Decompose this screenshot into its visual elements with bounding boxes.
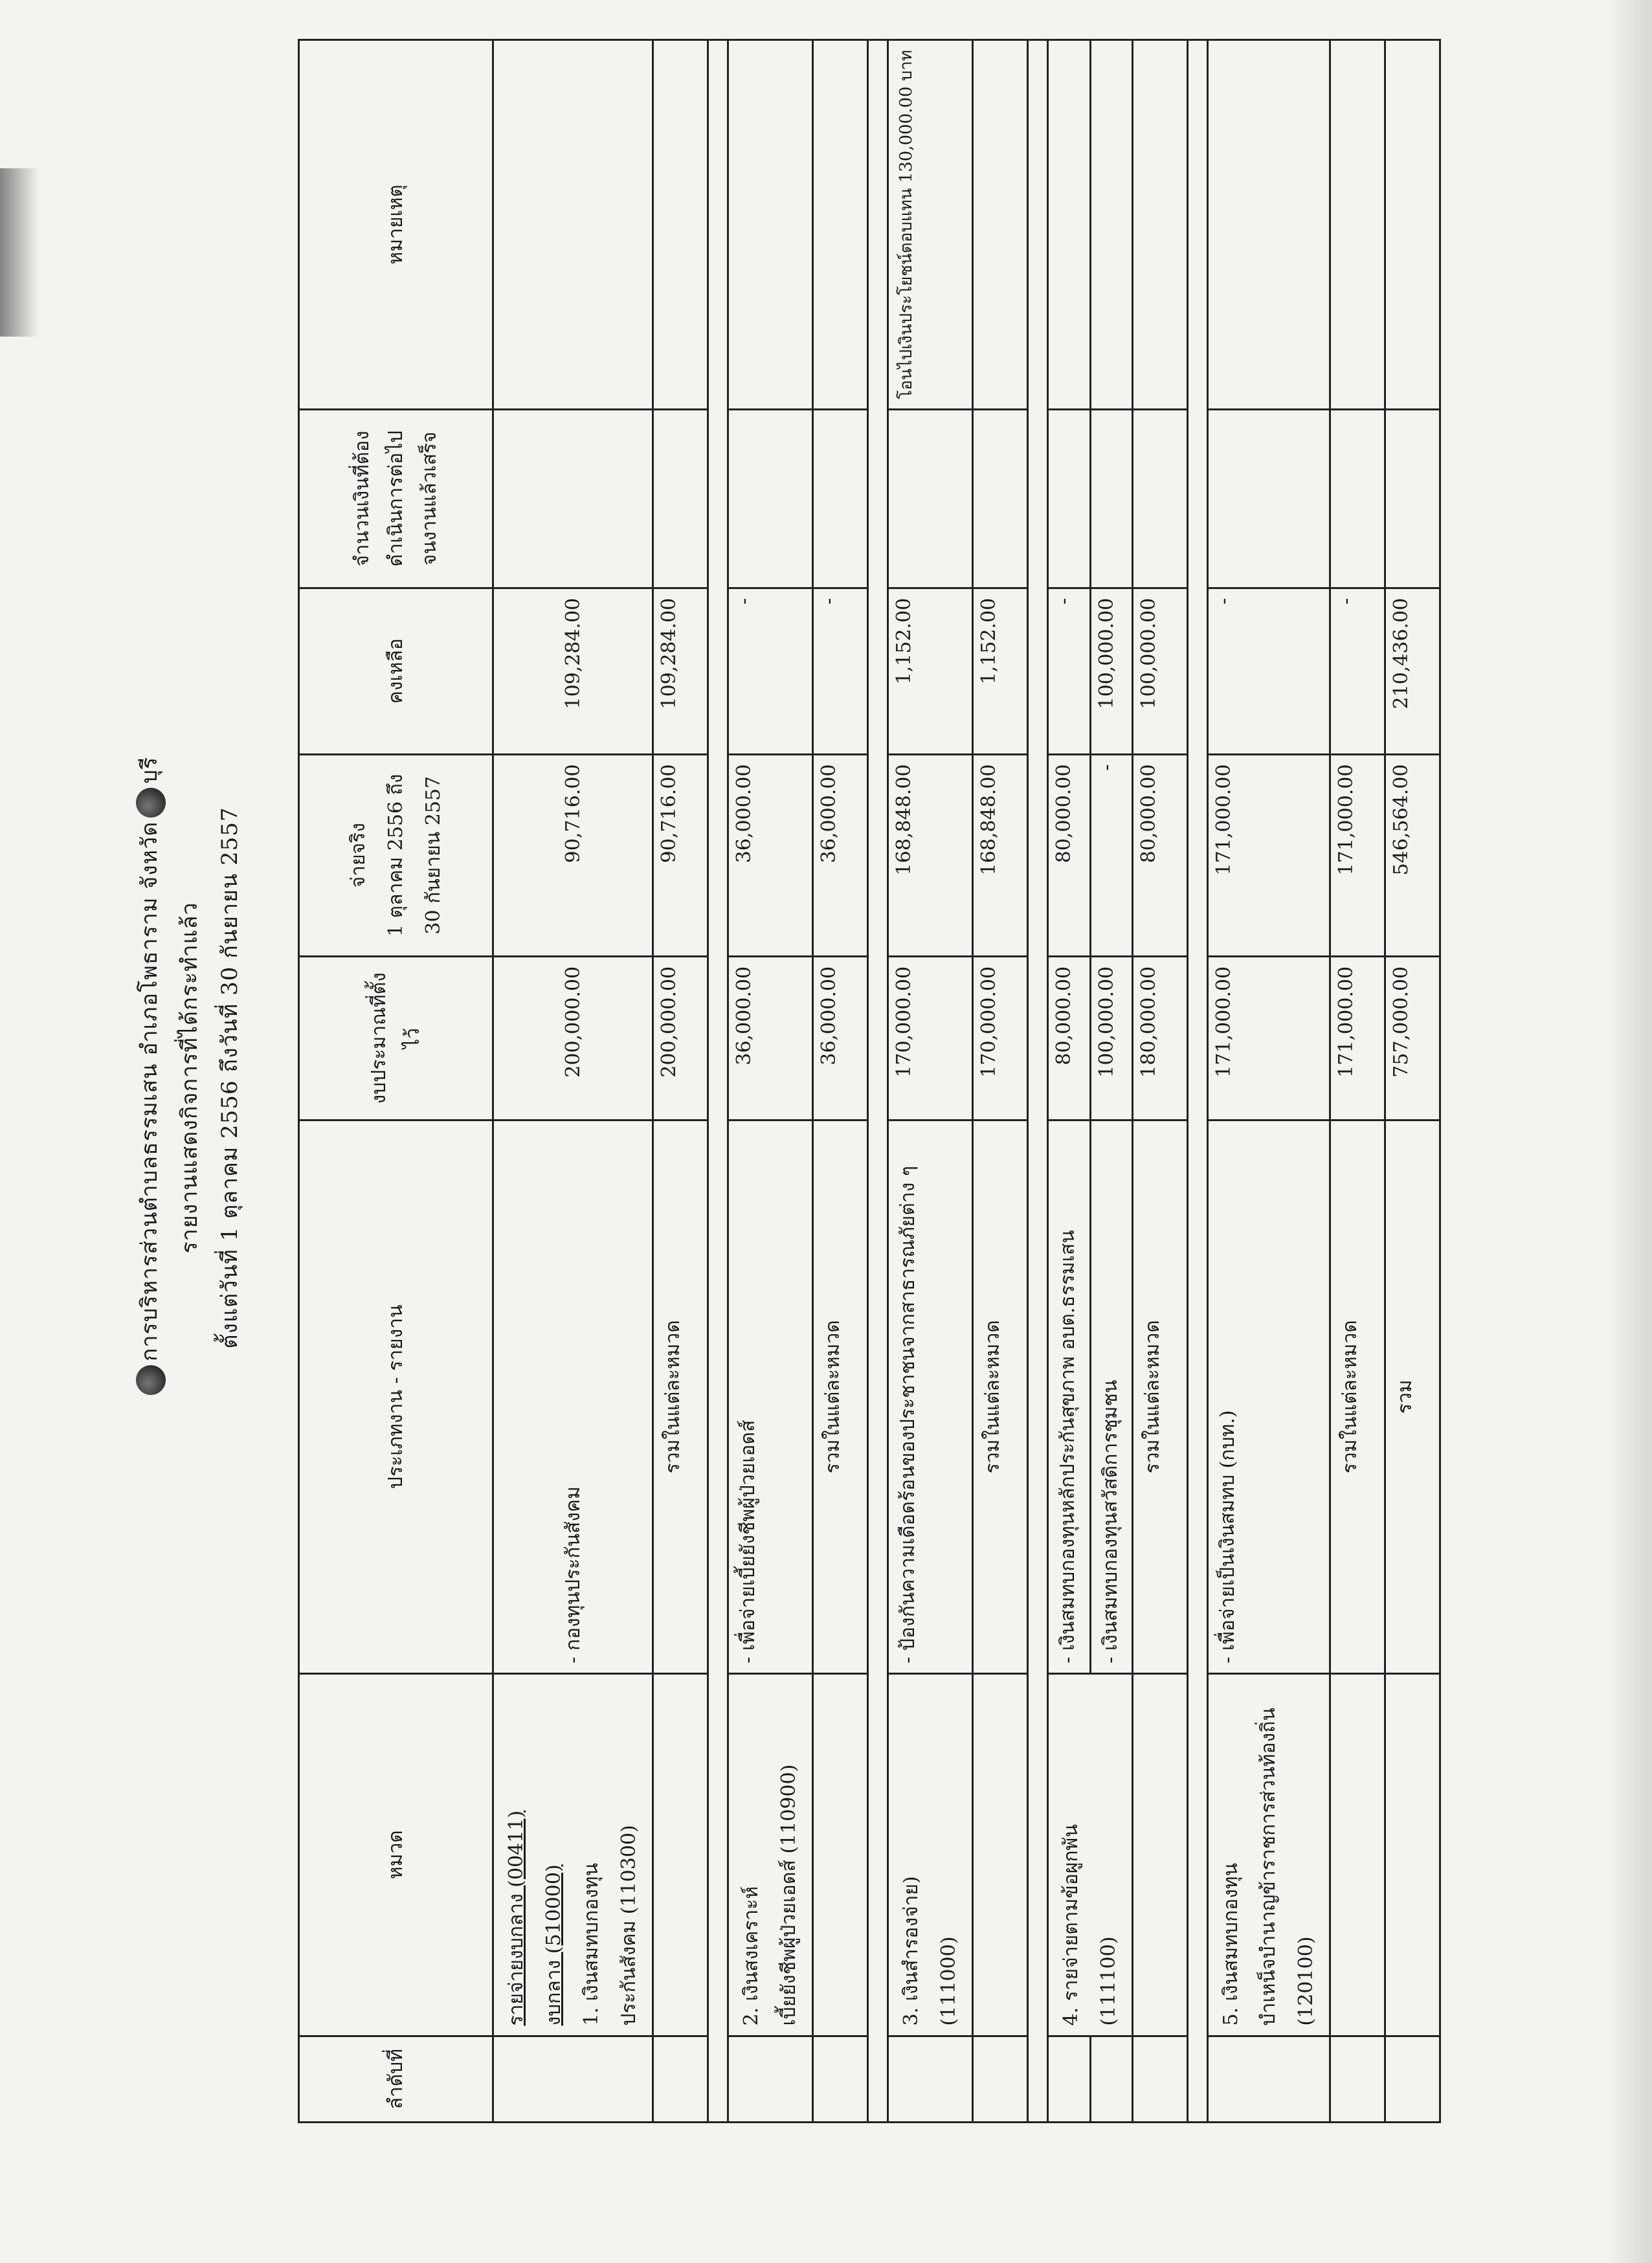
col-paid: จ่ายจริง 1 ตุลาคม 2556 ถึง 30 กันยายน 2557 bbox=[299, 754, 493, 956]
redaction-blot bbox=[136, 788, 166, 818]
subtotal-row: รวมในแต่ละหมวด 170,000.00 168,848.00 1,152.00 bbox=[973, 40, 1028, 2123]
table-row: 2. เงินสงเคราะห์ เบี้ยยังชีพผู้ป่วยเอดส์ (110900) - เพื่อจ่ายเบี้ยยังชีพผู้ป่วยเอดส์ 36,000.00 36,000.00 - bbox=[728, 40, 813, 2123]
col-continuing: จำนวนเงินที่ต้องดำเนินการต่อไปจนงานแล้วเสร็จ bbox=[299, 409, 493, 588]
rotated-page bbox=[104, 19, 1495, 2136]
section-subtitle: งบกลาง (510000) bbox=[542, 1864, 565, 2026]
header-line-title: รายงานแสดงกิจการที่ได้กระทำแล้ว bbox=[177, 902, 203, 1254]
col-seq: ลำดับที่ bbox=[299, 2036, 493, 2122]
col-category: หมวด bbox=[299, 1673, 493, 2036]
col-remaining: คงเหลือ bbox=[299, 588, 493, 754]
report-table bbox=[298, 39, 1441, 2123]
scan-shadow bbox=[0, 168, 39, 337]
note-cell: โอนไปเงินประโยชน์ตอบแทน 130,000.00 บาท bbox=[888, 40, 973, 410]
header-line-org: การบริหารส่วนตำบลธรรมเสน อำเภอโพธาราม จังหวัดบุรี bbox=[129, 19, 170, 2136]
col-type: ประเภทงาน - รายงาน bbox=[299, 1120, 493, 1673]
report-header bbox=[104, 19, 298, 2136]
subtotal-row: รวมในแต่ละหมวด 200,000.00 90,716.00 109,284.00 bbox=[653, 40, 708, 2123]
table-row: 3. เงินสำรองจ่าย) (111000) - ป้องกันความเดือดร้อนของประชาชนจากสาธารณภัยต่าง ๆ 170,000.00 168,848.00 1,152.00 โอนไปเงินประโยชน์ตอบแทน 130,000.00 บาท bbox=[888, 40, 973, 2123]
table-row: 5. เงินสมทบกองทุน บำเหน็จบำนาญข้าราชการส่วนท้องถิ่น (120100) - เพื่อจ่ายเป็นเงินสมทบ (กบท.) 171,000.00 171,000.00 - bbox=[1208, 40, 1330, 2123]
col-notes: หมายเหตุ bbox=[299, 40, 493, 410]
subtotal-row: รวมในแต่ละหมวด 171,000.00 171,000.00 - bbox=[1330, 40, 1385, 2123]
table-row: รายจ่ายงบกลาง (00411) งบกลาง (510000) 1. เงินสมทบกองทุน ประกันสังคม (110300) - กองทุนประกันสังคม 200,000.00 90,716.00 109,284.00 bbox=[493, 40, 653, 2123]
section-title: รายจ่ายงบกลาง (00411) bbox=[505, 1810, 528, 2026]
total-row: รวม 757,000.00 546,564.00 210,436.00 bbox=[1385, 40, 1440, 2123]
table-row: 4. รายจ่ายตามข้อผูกพัน (111100) - เงินสมทบกองทุนหลักประกันสุขภาพ อบต.ธรรมเสน 80,000.00 80,000.00 - bbox=[1048, 40, 1091, 2123]
header-line-period: ตั้งแต่วันที่ 1 ตุลาคม 2556 ถึงวันที่ 30 กันยายน 2557 bbox=[217, 807, 243, 1349]
redaction-blot bbox=[136, 1365, 166, 1395]
col-budget: งบประมาณที่ตั้งไว้ bbox=[299, 956, 493, 1120]
table-header-row bbox=[299, 40, 493, 2123]
table-row: - เงินสมทบกองทุนสวัสดิการชุมชน 100,000.00 - 100,000.00 bbox=[1090, 40, 1133, 2123]
subtotal-row: รวมในแต่ละหมวด 36,000.00 36,000.00 - bbox=[813, 40, 868, 2123]
paper-edge bbox=[1607, 0, 1652, 2263]
subtotal-row: รวมในแต่ละหมวด 180,000.00 80,000.00 100,000.00 bbox=[1133, 40, 1188, 2123]
